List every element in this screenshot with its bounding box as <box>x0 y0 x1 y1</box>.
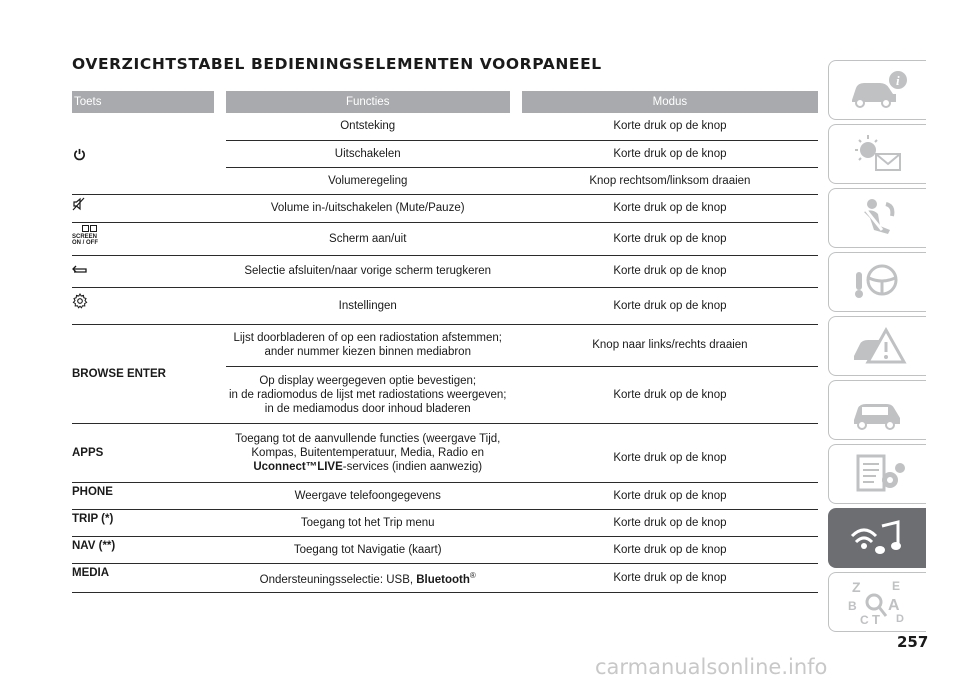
index-letter: C <box>859 613 869 626</box>
onoff-label: ON / OFF <box>72 240 98 246</box>
index-letter: D <box>895 613 904 625</box>
table-row <box>72 324 818 366</box>
screen-label: SCREEN <box>72 234 98 240</box>
function-cell: Toegang tot het Trip menu <box>226 509 510 536</box>
watermark: carmanualsonline.info <box>595 655 828 679</box>
tab-warning-lights[interactable] <box>828 124 926 184</box>
table-row <box>72 423 818 482</box>
svg-text:i: i <box>895 73 900 88</box>
function-cell: Weergave telefoongegevens <box>226 482 510 509</box>
bluetooth-brand: Bluetooth <box>416 573 470 586</box>
function-cell: Scherm aan/uit <box>226 222 510 255</box>
index-letter: B <box>847 599 857 613</box>
function-cell: Ontsteking <box>226 113 510 140</box>
warning-lights-icon <box>846 132 910 176</box>
table-row <box>72 482 818 509</box>
function-cell: Volumeregeling <box>226 167 510 194</box>
screen-onoff-icon <box>72 225 214 246</box>
function-cell: Op display weergegeven optie bevestigen; in de radiomodus de lijst met radiostations weergeven; in de mediamodus door inhoud bladeren <box>226 366 510 423</box>
power-icon <box>73 148 86 161</box>
tab-car-info[interactable] <box>828 60 926 120</box>
tab-safety[interactable] <box>828 188 926 248</box>
page-title: OVERZICHTSTABEL BEDIENINGSELEMENTEN VOORPANEEL <box>72 55 602 73</box>
header-functions: Functies <box>226 91 510 113</box>
mode-cell: Korte druk op de knop <box>522 482 818 509</box>
function-cell: Toegang tot de aanvullende functies (weergave Tijd, Kompas, Buitentemperatuur, Media, Radio en Uconnect™LIVE-services (indien aanwezig) <box>226 423 510 482</box>
phone-key: PHONE <box>72 482 214 509</box>
maintenance-icon <box>846 388 910 432</box>
header-gap <box>510 91 522 113</box>
mute-key-cell <box>72 194 214 222</box>
apps-key: APPS <box>72 423 214 482</box>
tab-index[interactable] <box>828 572 926 632</box>
mode-cell: Korte druk op de knop <box>522 423 818 482</box>
mode-cell: Knop rechtsom/linksom draaien <box>522 167 818 194</box>
mode-cell: Korte druk op de knop <box>522 255 818 287</box>
technical-data-icon <box>846 452 910 496</box>
table-row <box>72 563 818 592</box>
back-key-cell <box>72 255 214 287</box>
function-cell: Toegang tot Navigatie (kaart) <box>226 536 510 563</box>
power-key-cell <box>72 113 214 194</box>
tab-maintenance[interactable] <box>828 380 926 440</box>
function-cell: Volume in-/uitschakelen (Mute/Pauze) <box>226 194 510 222</box>
trip-key: TRIP (*) <box>72 509 214 536</box>
browse-enter-key: BROWSE ENTER <box>72 324 214 423</box>
multimedia-icon <box>846 516 910 560</box>
tab-driving[interactable] <box>828 252 926 312</box>
car-info-icon <box>846 68 910 112</box>
mute-icon <box>72 197 86 211</box>
uconnect-brand: Uconnect™LIVE <box>253 460 343 473</box>
mode-cell: Korte druk op de knop <box>522 536 818 563</box>
index-letter: Z <box>851 579 861 595</box>
chapter-sidebar <box>828 60 926 636</box>
index-letter: E <box>891 579 900 593</box>
index-icon <box>846 578 910 626</box>
nav-key: NAV (**) <box>72 536 214 563</box>
safety-icon <box>846 196 910 240</box>
function-cell: Ondersteuningsselectie: USB, Bluetooth® <box>226 563 510 592</box>
back-icon <box>72 264 88 274</box>
tab-emergency[interactable] <box>828 316 926 376</box>
table-row <box>72 509 818 536</box>
mode-cell: Korte druk op de knop <box>522 509 818 536</box>
emergency-icon <box>846 324 910 368</box>
table-row <box>72 222 818 255</box>
function-cell: Uitschakelen <box>226 140 510 167</box>
driving-icon <box>846 260 910 304</box>
mode-cell: Korte druk op de knop <box>522 222 818 255</box>
table-header <box>72 91 818 113</box>
mode-cell: Korte druk op de knop <box>522 287 818 324</box>
header-mode: Modus <box>522 91 818 113</box>
mode-cell: Korte druk op de knop <box>522 194 818 222</box>
table-row <box>72 255 818 287</box>
table-row <box>72 194 818 222</box>
settings-key-cell <box>72 287 214 324</box>
screen-key-cell <box>72 222 214 255</box>
tab-technical-data[interactable] <box>828 444 926 504</box>
tab-multimedia[interactable] <box>828 508 926 568</box>
index-letter: T <box>871 612 880 626</box>
function-cell: Instellingen <box>226 287 510 324</box>
mode-cell: Korte druk op de knop <box>522 366 818 423</box>
function-cell: Selectie afsluiten/naar vorige scherm terugkeren <box>226 255 510 287</box>
header-gap <box>214 91 226 113</box>
mode-cell: Korte druk op de knop <box>522 113 818 140</box>
mode-cell: Korte druk op de knop <box>522 563 818 592</box>
table-row <box>72 287 818 324</box>
function-cell: Lijst doorbladeren of op een radiostation afstemmen; ander nummer kiezen binnen mediabron <box>226 324 510 366</box>
media-key: MEDIA <box>72 563 214 592</box>
table-row <box>72 536 818 563</box>
controls-table <box>72 91 818 593</box>
mode-cell: Knop naar links/rechts draaien <box>522 324 818 366</box>
mode-cell: Korte druk op de knop <box>522 140 818 167</box>
gear-icon <box>72 293 88 309</box>
page-number: 257 <box>897 633 929 651</box>
index-letter: A <box>887 597 900 614</box>
header-key: Toets <box>72 91 214 113</box>
table-row <box>72 113 818 140</box>
